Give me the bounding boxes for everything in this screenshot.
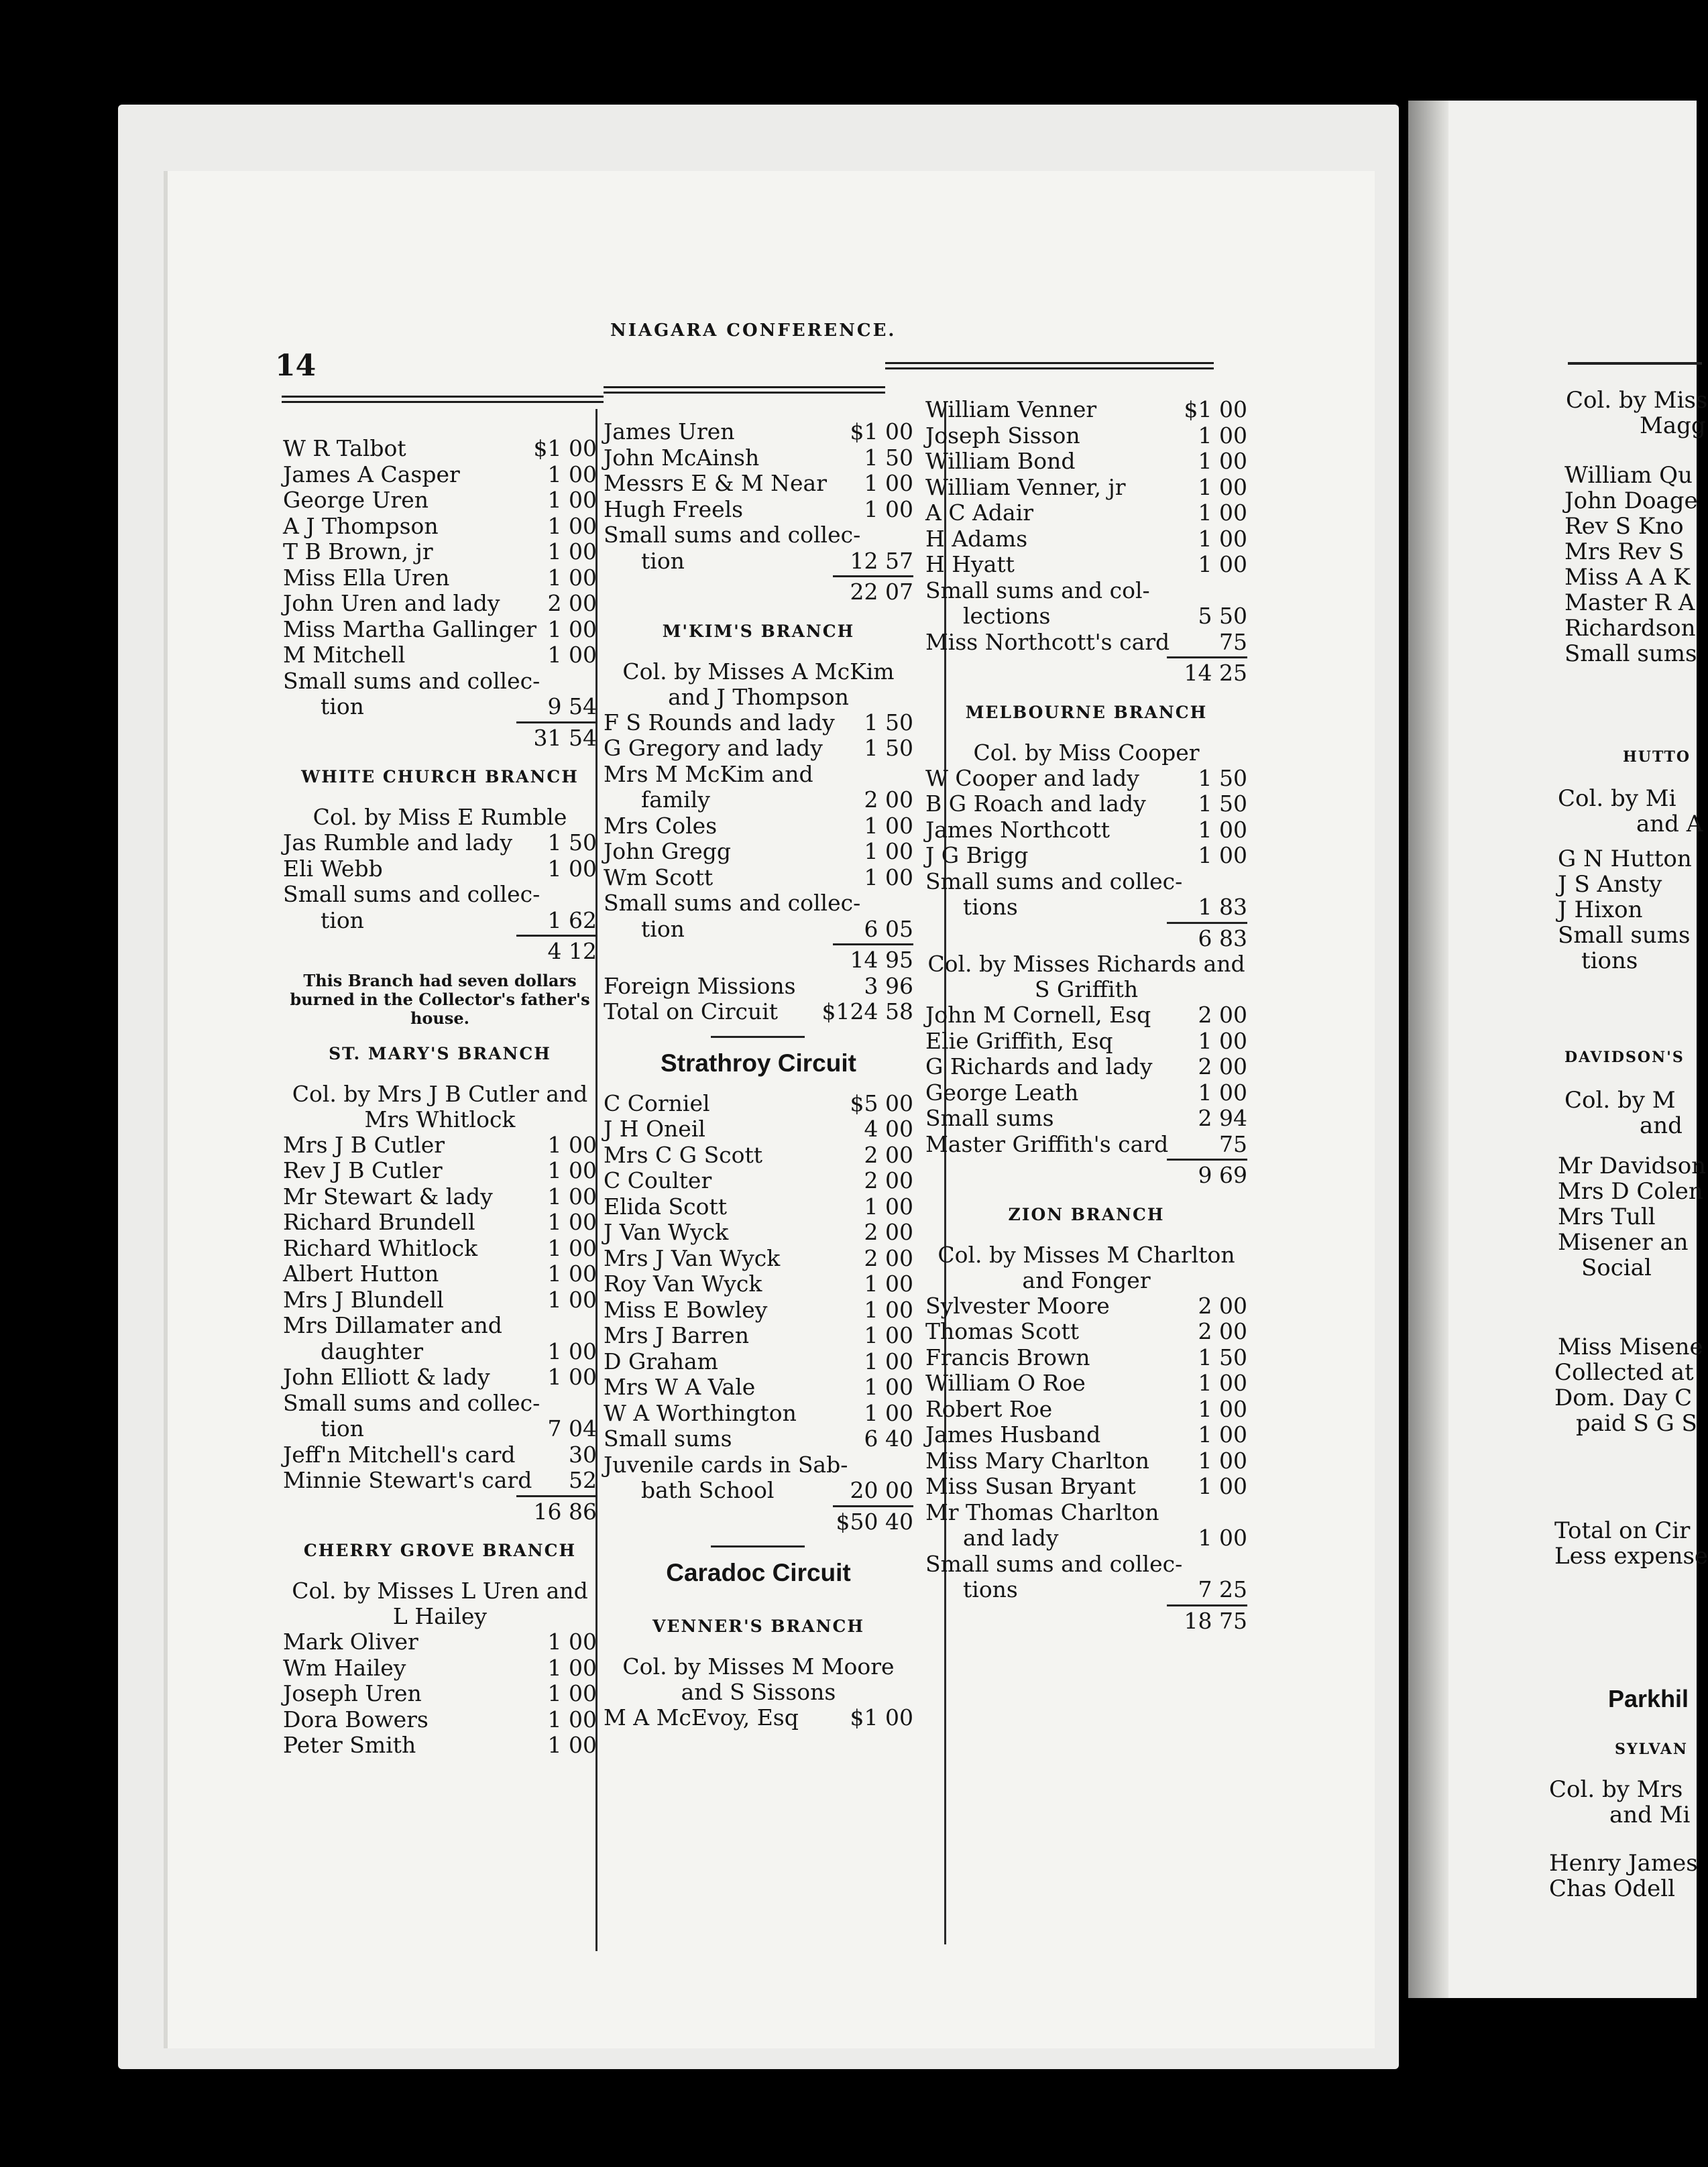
amount: 1 00 [864,838,913,864]
contributor-name: Small sums and col- [925,577,1150,603]
amount: 1 50 [1198,790,1247,817]
contributor-name: Roy Van Wyck [604,1271,762,1297]
contributor-name: Wm Hailey [283,1654,406,1681]
section-rule [711,1036,805,1038]
contributor-name: daughter [321,1338,423,1364]
amount: 1 00 [864,1296,913,1323]
collector-line: Mrs Whitlock [364,1106,516,1132]
contributor-name: Miss Martha Gallinger [283,616,537,642]
contributor-name: Small sums [604,1425,732,1452]
amount: 5 50 [1198,603,1247,629]
facing-page-fragment: John Doage [1564,487,1698,514]
collector-line: Col. by Misses A McKim [622,658,895,685]
amount: 1 00 [1198,1525,1247,1551]
facing-page-fragment: J Hixon [1558,896,1643,923]
contributor-name: Peter Smith [283,1732,416,1758]
contributor-name: Richard Whitlock [283,1234,478,1261]
sum-rule [833,943,913,945]
facing-page-fragment: DAVIDSON'S [1564,1049,1685,1066]
branch-heading: VENNER'S BRANCH [652,1617,865,1636]
contributor-name: Sylvester Moore [925,1292,1110,1319]
contributor-name: W Cooper and lady [925,764,1139,791]
amount: 1 00 [547,487,597,513]
amount: 75 [1219,1130,1247,1157]
facing-page-fragment: Small sums [1564,640,1697,667]
amount: 1 00 [864,1322,913,1348]
contributor-name: Small sums and collec- [925,868,1183,894]
facing-page-fragment: Henry James [1549,1850,1698,1877]
contributor-name: Small sums [925,1105,1054,1131]
contributor-name: Mrs J B Cutler [283,1131,445,1158]
contributor-name: Miss Northcott's card [925,628,1170,655]
amount: 1 50 [1198,764,1247,791]
contributor-name: W A Worthington [604,1399,797,1426]
facing-page-fragment: Miss A A K [1564,564,1691,591]
contributor-name: John Uren and lady [283,590,500,616]
collector-line: S Griffith [1034,976,1139,1002]
contributor-name: A C Adair [925,500,1034,526]
contributor-name: tion [321,693,364,719]
contributor-name: William Venner, jr [925,473,1126,500]
amount: $5 00 [850,1090,913,1116]
contributor-name: Master Griffith's card [925,1130,1169,1157]
circuit-heading: Strathroy Circuit [661,1049,856,1077]
amount: 1 00 [1198,422,1247,449]
amount: 14 95 [850,947,913,973]
contributor-name: Jas Rumble and lady [283,829,512,856]
facing-page-fragment: Miss Misene [1558,1334,1703,1360]
amount: 1 00 [864,1271,913,1297]
contributor-name: James Husband [925,1421,1101,1448]
sum-rule [1167,1159,1247,1161]
collector-line: and Fonger [1022,1267,1151,1293]
sum-rule [516,721,597,723]
contributor-name: J G Brigg [925,842,1029,868]
contributor-name: C Corniel [604,1090,710,1116]
facing-page-fragment: Mrs Tull [1558,1204,1656,1230]
amount: 1 00 [547,1234,597,1261]
contributor-name: Mrs W A Vale [604,1374,756,1400]
branch-heading: WHITE CHURCH BRANCH [301,767,579,786]
facing-page-fragment: Col. by M [1564,1087,1676,1114]
running-head: NIAGARA CONFERENCE. [610,320,897,341]
contributor-name: tion [321,1415,364,1442]
collector-line: Col. by Misses M Charlton [937,1241,1235,1268]
contributor-name: Small sums and collec- [925,1550,1183,1577]
header-rule-left [282,396,604,403]
amount: 1 00 [547,1364,597,1390]
contributor-name: Mr Stewart & lady [283,1183,493,1210]
amount: 12 57 [850,547,913,574]
contributor-name: M A McEvoy, Esq [604,1704,799,1731]
facing-page-fragment: Col. by Mi [1558,785,1676,812]
contributor-name: H Adams [925,525,1028,552]
amount: $1 00 [1184,396,1247,422]
amount: 1 00 [547,1654,597,1681]
facing-page-fragment: Chas Odell [1549,1875,1675,1902]
section-rule [711,1545,805,1547]
contributor-name: Mr Thomas Charlton [925,1499,1159,1525]
amount: 1 00 [864,495,913,522]
branch-heading: ZION BRANCH [1008,1204,1165,1224]
contributor-name: Wm Scott [604,864,714,890]
contributor-name: Mrs M McKim and [604,760,813,787]
collector-line: Col. by Miss E Rumble [312,804,567,830]
facing-page-fragment: Rev S Kno [1564,513,1684,540]
contributor-name: James Uren [604,418,735,445]
contributor-name: D Graham [604,1348,718,1374]
contributor-name: John M Cornell, Esq [925,1002,1151,1028]
contributor-name: tions [963,1576,1018,1602]
amount: 1 00 [1198,525,1247,552]
facing-page-fragment: J S Ansty [1558,871,1662,898]
facing-page-fragment: Collected at [1554,1359,1694,1386]
contributor-name: Small sums and collec- [283,667,540,694]
amount: 7 04 [547,1415,597,1442]
amount: 1 00 [1198,448,1247,474]
amount: 52 [569,1467,597,1493]
branch-heading: M'KIM'S BRANCH [662,621,855,641]
contributor-name: John McAinsh [604,444,760,471]
amount: 1 00 [547,1286,597,1313]
contributor-name: Joseph Sisson [925,422,1080,449]
amount: 1 00 [864,1193,913,1220]
column-3 [925,397,1247,1932]
amount: 22 07 [850,579,913,605]
contributor-name: Elida Scott [604,1193,727,1220]
header-rule-right [885,362,1214,369]
amount: 1 00 [1198,500,1247,526]
facing-page-fragment: Misener an [1558,1229,1689,1256]
contributor-name: Rev J B Cutler [283,1157,443,1183]
amount: 1 00 [547,512,597,539]
amount: 4 12 [547,938,597,964]
contributor-name: Total on Circuit [604,998,779,1024]
facing-page-fragment: Col. by Mrs [1549,1776,1683,1803]
contributor-name: Mark Oliver [283,1629,418,1655]
contributor-name: Miss E Bowley [604,1296,768,1323]
amount: 2 00 [1198,1292,1247,1319]
amount: $1 00 [850,418,913,445]
contributor-name: G Gregory and lady [604,735,823,761]
contributor-name: James Northcott [925,816,1111,843]
amount: 4 00 [864,1116,913,1142]
contributor-name: G Richards and lady [925,1053,1153,1079]
amount: 31 54 [533,724,597,751]
amount: 1 00 [547,1261,597,1287]
amount: 2 00 [1198,1002,1247,1028]
contributor-name: and lady [963,1525,1059,1551]
contributor-name: M Mitchell [283,642,406,668]
amount: 75 [1219,628,1247,655]
contributor-name: bath School [641,1477,775,1503]
amount: 1 00 [547,642,597,668]
facing-page-fragment: and Mi [1609,1802,1691,1828]
sum-rule [833,1505,913,1507]
amount: 1 00 [1198,1447,1247,1474]
branch-heading: CHERRY GROVE BRANCH [303,1541,577,1560]
contributor-name: Small sums and collec- [604,522,861,548]
amount: 1 00 [864,812,913,839]
contributor-name: Elie Griffith, Esq [925,1027,1113,1054]
amount: 1 00 [547,461,597,487]
contributor-name: tion [641,915,685,942]
facing-page-fragment: Dom. Day C [1554,1385,1693,1411]
contributor-name: John Elliott & lady [283,1364,490,1390]
amount: 1 00 [547,1209,597,1235]
contributor-name: Hugh Freels [604,495,744,522]
facing-page-fragment: paid S G S [1576,1410,1697,1437]
facing-page-fragment: Mrs D Colen [1558,1178,1703,1205]
contributor-name: Miss Ella Uren [283,564,450,591]
amount: 1 00 [1198,473,1247,500]
collector-line: and J Thompson [668,683,849,710]
contributor-name: George Leath [925,1079,1079,1106]
collector-line: Col. by Misses Richards and [927,951,1245,977]
circuit-heading: Caradoc Circuit [666,1559,851,1586]
header-rule-mid [604,386,885,394]
amount: 1 00 [1198,551,1247,577]
contributor-name: lections [963,603,1051,629]
facing-page-fragment: tions [1581,947,1638,974]
amount: 2 00 [864,1141,913,1168]
contributor-name: Mrs Dillamater and [283,1312,502,1338]
amount: 1 00 [864,1348,913,1374]
branch-note: This Branch had seven dollars burned in the Collector's father's house. [290,970,590,1028]
facing-page-fragment: G N Hutton [1558,845,1692,872]
collector-line: Col. by Misses L Uren and [292,1578,588,1604]
amount: 1 00 [547,1629,597,1655]
collector-line: Col. by Misses M Moore [622,1653,895,1680]
amount: 1 00 [1198,1370,1247,1396]
amount: 1 50 [1198,1344,1247,1370]
amount: 1 50 [864,735,913,761]
contributor-name: Juvenile cards in Sab- [604,1451,848,1478]
contributor-name: Jeff'n Mitchell's card [283,1441,516,1468]
facing-page-fragment: Parkhil [1608,1685,1689,1712]
column-1 [283,436,597,1971]
collector-line: Col. by Mrs J B Cutler and [292,1080,588,1107]
branch-heading: ST. MARY'S BRANCH [329,1043,551,1063]
amount: 1 00 [547,855,597,882]
amount: 2 00 [864,786,913,813]
amount: 1 83 [1198,894,1247,920]
amount: 1 50 [864,709,913,736]
contributor-name: Mrs J Barren [604,1322,749,1348]
contributor-name: Mrs J Van Wyck [604,1244,781,1271]
sum-rule [1167,922,1247,924]
contributor-name: A J Thompson [283,512,439,539]
amount: 1 00 [547,538,597,565]
amount: 2 00 [864,1167,913,1193]
amount: 1 00 [547,1157,597,1183]
collector-line: Col. by Miss Cooper [973,739,1200,766]
contributor-name: J H Oneil [604,1116,705,1142]
amount: 2 00 [864,1219,913,1245]
contributor-name: Minnie Stewart's card [283,1467,532,1493]
sum-rule [833,575,913,577]
sum-rule [1167,1604,1247,1606]
contributor-name: Joseph Uren [283,1680,422,1706]
amount: 1 50 [864,444,913,471]
contributor-name: Dora Bowers [283,1706,429,1733]
amount: 1 00 [864,1399,913,1426]
contributor-name: T B Brown, jr [283,538,433,565]
facing-page-fragment: Mr Davidson [1558,1153,1707,1179]
sum-rule [516,935,597,937]
amount: 2 00 [547,590,597,616]
contributor-name: Messrs E & M Near [604,470,827,496]
facing-page-fragment: Col. by Miss [1566,387,1708,414]
contributor-name: Richard Brundell [283,1209,475,1235]
amount: 16 86 [533,1498,597,1525]
amount: 1 00 [547,1183,597,1210]
facing-page-fragment: Master R A [1564,589,1695,616]
contributor-name: B G Roach and lady [925,790,1146,817]
amount: 1 00 [864,864,913,890]
contributor-name: Eli Webb [283,855,383,882]
amount: 30 [569,1441,597,1468]
amount: 1 00 [1198,1079,1247,1106]
amount: 2 94 [1198,1105,1247,1131]
amount: 1 00 [1198,1395,1247,1422]
contributor-name: William O Roe [925,1370,1086,1396]
amount: 1 00 [864,470,913,496]
facing-page-fragment: Richardson [1564,615,1696,642]
amount: 2 00 [1198,1053,1247,1079]
amount: 14 25 [1184,660,1247,686]
amount: 2 00 [864,1244,913,1271]
amount: 1 00 [547,564,597,591]
facing-page-fragment: SYLVAN [1615,1741,1688,1758]
amount: 2 00 [1198,1318,1247,1344]
contributor-name: Mrs J Blundell [283,1286,444,1313]
contributor-name: J Van Wyck [604,1219,729,1245]
facing-page-fragment: Total on Cir [1554,1517,1691,1544]
amount: 1 00 [547,1680,597,1706]
contributor-name: Foreign Missions [604,972,796,999]
amount: 1 50 [547,829,597,856]
amount: 6 40 [864,1425,913,1452]
facing-page-fragment: and [1640,1112,1683,1139]
amount: 1 00 [1198,1027,1247,1054]
amount: 18 75 [1184,1607,1247,1634]
contributor-name: Francis Brown [925,1344,1090,1370]
facing-page-rule [1568,362,1702,365]
amount: $50 40 [836,1508,913,1535]
contributor-name: William Venner [925,396,1097,422]
amount: 9 69 [1198,1162,1247,1188]
facing-page-fragment: HUTTO [1623,748,1691,766]
amount: 20 00 [850,1477,913,1503]
contributor-name: John Gregg [604,838,732,864]
contributor-name: Robert Roe [925,1395,1053,1422]
contributor-name: Thomas Scott [925,1318,1080,1344]
amount: 7 25 [1198,1576,1247,1602]
contributor-name: F S Rounds and lady [604,709,835,736]
amount: 1 00 [547,1131,597,1158]
amount: 1 62 [547,906,597,933]
amount: $1 00 [850,1704,913,1731]
facing-page-fragment: Less expense [1554,1543,1708,1570]
contributor-name: Mrs Coles [604,812,718,839]
amount: 1 00 [1198,1473,1247,1499]
sum-rule [1167,656,1247,658]
contributor-name: Mrs C G Scott [604,1141,763,1168]
page-number: 14 [275,349,317,383]
amount: 1 00 [547,1338,597,1364]
branch-heading: MELBOURNE BRANCH [965,702,1208,722]
facing-page-fragment: Social [1581,1254,1652,1281]
amount: 1 00 [547,1706,597,1733]
facing-page-fragment: Mrs Rev S [1564,538,1685,565]
contributor-name: Albert Hutton [283,1261,439,1287]
contributor-name: Miss Mary Charlton [925,1447,1149,1474]
contributor-name: Miss Susan Bryant [925,1473,1136,1499]
facing-page-fragment: William Qu [1564,462,1693,489]
amount: 9 54 [547,693,597,719]
contributor-name: George Uren [283,487,429,513]
contributor-name: C Coulter [604,1167,712,1193]
amount: $1 00 [533,435,597,461]
facing-page-fragment: and A [1636,811,1703,837]
contributor-name: family [641,786,710,813]
amount: $124 58 [821,998,913,1024]
amount: 1 00 [1198,816,1247,843]
collector-line: L Hailey [392,1603,488,1629]
amount: 1 00 [1198,1421,1247,1448]
collector-line: and S Sissons [681,1679,836,1705]
amount: 3 96 [864,972,913,999]
contributor-name: Small sums and collec- [283,1389,540,1416]
contributor-name: Small sums and collec- [283,881,540,907]
contributor-name: tions [963,894,1018,920]
contributor-name: tion [641,547,685,574]
contributor-name: James A Casper [283,461,460,487]
amount: 6 05 [864,915,913,942]
facing-page-fragment: Small sums [1558,922,1691,949]
facing-page-fragment: Magg [1640,412,1706,439]
sum-rule [516,1495,597,1497]
contributor-name: tion [321,906,364,933]
amount: 1 00 [547,1732,597,1758]
amount: 1 00 [547,616,597,642]
amount: 1 00 [1198,842,1247,868]
contributor-name: William Bond [925,448,1076,474]
contributor-name: W R Talbot [283,435,406,461]
column-2 [604,419,913,1951]
contributor-name: Small sums and collec- [604,890,861,916]
amount: 1 00 [864,1374,913,1400]
contributor-name: H Hyatt [925,551,1015,577]
amount: 6 83 [1198,925,1247,951]
